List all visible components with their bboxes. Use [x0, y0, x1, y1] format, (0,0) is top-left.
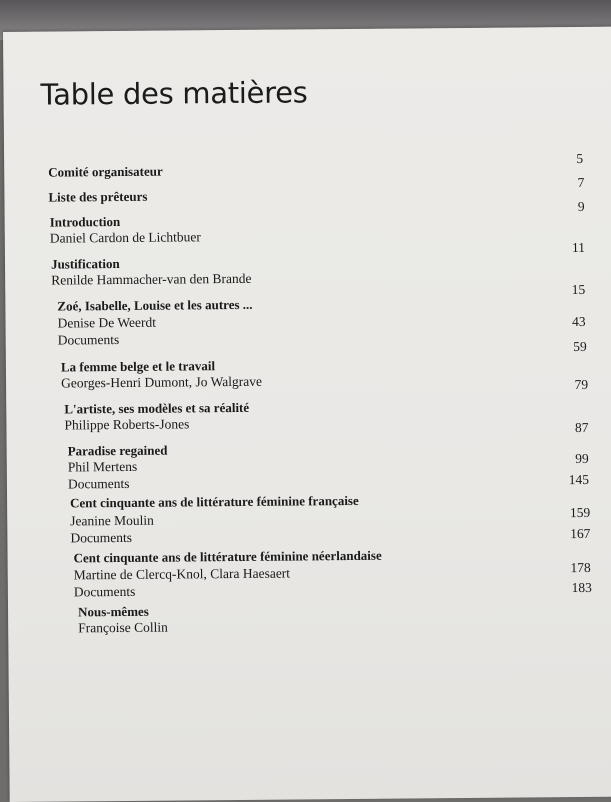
- toc-documents-page-number: 43: [571, 313, 586, 330]
- toc-entry-author: Renilde Hammacher-van den Brande: [51, 270, 252, 288]
- toc-documents: Documents: [67, 475, 130, 492]
- toc-entry-author: Philippe Roberts-Jones: [64, 416, 190, 433]
- page-title: Table des matières: [40, 75, 308, 112]
- toc-entry-title: L'artiste, ses modèles et sa réalité: [64, 399, 250, 417]
- toc-entry-title: Introduction: [49, 213, 121, 230]
- toc-entry-title: Nous-mêmes: [77, 603, 149, 620]
- toc-entry-title: La femme belge et le travail: [60, 358, 216, 375]
- toc-page-number: 7: [577, 174, 585, 190]
- toc-page-number: 87: [574, 419, 589, 436]
- toc-entry-author: Martine de Clercq-Knol, Clara Haesaert: [73, 565, 291, 583]
- toc-page-number: 167: [570, 525, 591, 542]
- toc-entry-title: Zoé, Isabelle, Louise et les autres ...: [57, 296, 253, 314]
- document-page: [3, 27, 611, 802]
- toc-entry-title: Cent cinquante ans de littérature féminine française: [70, 492, 359, 511]
- toc-documents-page-number: 159: [569, 504, 591, 521]
- toc-documents: Documents: [70, 529, 132, 546]
- toc-entry-author: Denise De Weerdt: [57, 314, 156, 331]
- toc-entry-title: Liste des prêteurs: [48, 188, 148, 205]
- toc-page-number: 145: [568, 471, 589, 488]
- toc-entry-author: Jeanine Moulin: [70, 512, 154, 529]
- toc-documents: Documents: [73, 583, 136, 600]
- toc-page-number: 5: [576, 150, 584, 167]
- toc-documents-page-number: 99: [575, 450, 589, 467]
- toc-page-number: 9: [577, 198, 585, 214]
- toc-page-number: 11: [571, 239, 585, 256]
- toc-entry-author: Françoise Collin: [78, 619, 168, 636]
- toc-entry-title: Paradise regained: [67, 442, 168, 459]
- toc-documents: Documents: [57, 331, 120, 348]
- toc-page-number: 59: [573, 338, 587, 355]
- toc-documents-page-number: 178: [570, 559, 591, 576]
- toc-entry-author: Phil Mertens: [67, 458, 138, 475]
- toc-page-number: 79: [574, 376, 589, 393]
- toc-entry-title: Justification: [50, 255, 120, 272]
- toc-page-number: 15: [571, 281, 586, 298]
- toc-page-number: 183: [571, 579, 592, 596]
- toc-entry-title: Comité organisateur: [48, 163, 163, 180]
- toc-entry-title: Cent cinquante ans de littérature féminine néerlandaise: [73, 547, 382, 566]
- toc-entry-author: Georges-Henri Dumont, Jo Walgrave: [60, 373, 262, 391]
- toc-entry-author: Daniel Cardon de Lichtbuer: [49, 229, 201, 246]
